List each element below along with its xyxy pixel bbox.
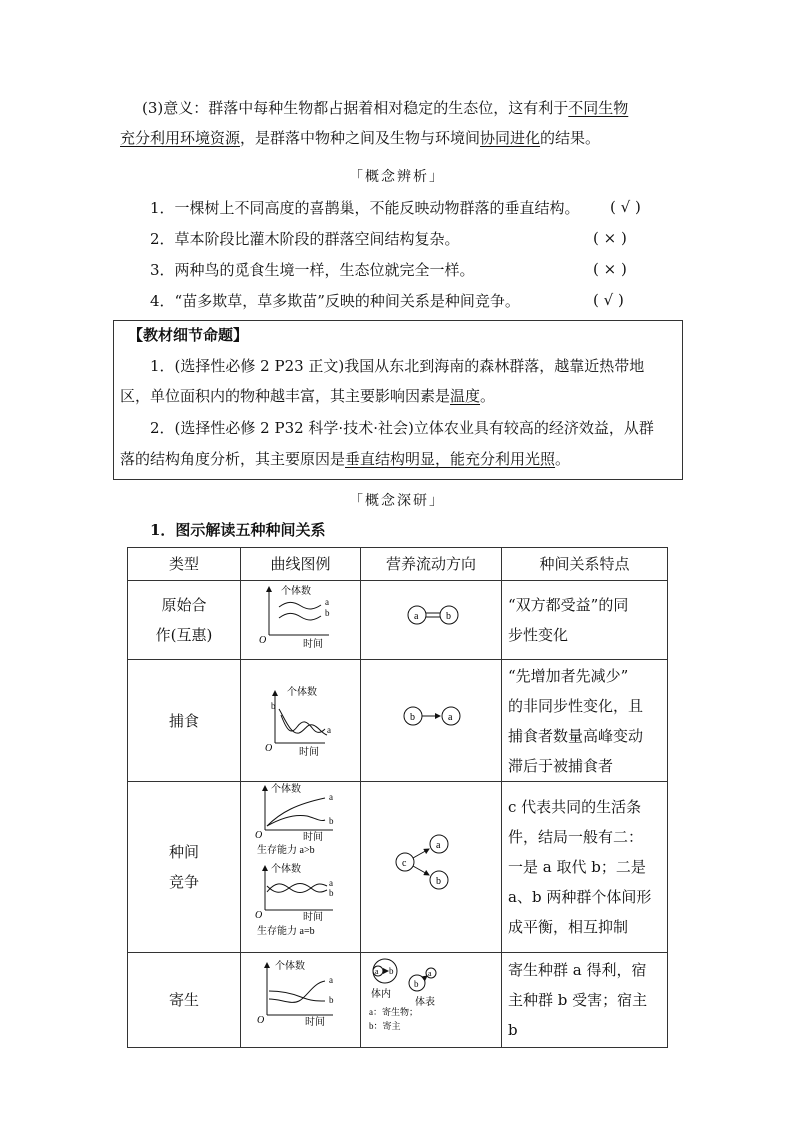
judgment-3-mark: ( × ): [593, 260, 627, 278]
header-feature: 种间关系特点: [502, 548, 668, 581]
node-a-label: a: [436, 840, 441, 851]
judgment-3: 3．两种鸟的觅食生境一样，生态位就完全一样。: [150, 261, 475, 279]
curve-cell: [241, 782, 361, 953]
origin-label: O: [257, 1015, 265, 1026]
node-b-label: b: [389, 966, 394, 976]
type-cell: 寄生: [128, 953, 241, 1048]
header-type: 类型: [128, 548, 241, 581]
box-q1-line-2: 区，单位面积内的物种越丰富，其主要影响因素是温度。: [120, 387, 496, 405]
subsection-title: 1．图示解读五种种间关系: [150, 521, 326, 539]
judgment-4: 4．“苗多欺草，草多欺苗”反映的种间关系是种间竞争。: [150, 292, 520, 310]
feature-cell: “先增加者先减少” 的非同步性变化，且 捕食者数量高峰变动 滞后于被捕食者: [502, 660, 668, 782]
curve-cell: [241, 953, 361, 1048]
predation-graph: [241, 671, 361, 761]
legend-b: b：寄主: [369, 1021, 401, 1031]
curve-a-label: a: [329, 975, 333, 985]
node-a-label: a: [414, 611, 419, 622]
judgment-4-mark: ( √ ): [593, 291, 624, 309]
curve-a-label: a: [327, 724, 331, 735]
table-row: [128, 660, 668, 782]
judgment-1-mark: ( √ ): [610, 198, 641, 216]
mutualism-flow: [361, 581, 502, 649]
predation-flow: [361, 671, 502, 761]
section-title-deep: 「概念深研」: [349, 493, 445, 509]
curve-b-label: b: [329, 888, 334, 898]
section-title-concept: 「概念辨析」: [349, 169, 445, 185]
feature-cell: 寄生种群 a 得利，宿 主种群 b 受害；宿主 b: [502, 953, 668, 1048]
surface-label: 体表: [415, 997, 435, 1008]
underline-answer: 温度: [450, 387, 481, 405]
origin-label: O: [265, 742, 273, 754]
resource-arrow: [413, 866, 429, 875]
graph-caption: 生存能力 a>b: [257, 845, 315, 856]
underline-answer: 不同生物: [568, 99, 629, 117]
feature-cell: “双方都受益”的同 步性变化: [502, 581, 668, 660]
meaning-line-1: (3)意义：群落中每种生物都占据着相对稳定的生态位，这有利于不同生物: [142, 99, 629, 117]
type-cell: 捕食: [128, 660, 241, 782]
curve-a-label: a: [325, 597, 329, 607]
node-a-label: a: [428, 969, 432, 978]
x-axis-label: 时间: [303, 832, 323, 843]
underline-answer: 充分利用环境资源: [120, 129, 241, 147]
node-b-label: b: [436, 876, 441, 887]
curve-b: [267, 815, 325, 826]
box-q2-line-2: 落的结构角度分析，其主要原因是垂直结构明显，能充分利用光照。: [120, 450, 571, 468]
type-cell: 原始合 作(互惠): [128, 581, 241, 660]
parasitism-graph: [241, 953, 361, 1037]
origin-label: O: [255, 830, 263, 841]
curve-a-label: a: [329, 792, 333, 802]
flow-cell: [361, 660, 502, 782]
table-header-row: [128, 548, 668, 581]
node-a-label: a: [448, 711, 453, 723]
box-q1-line-1: 1．(选择性必修 2 P23 正文)我国从东北到海南的森林群落，越靠近热带地: [150, 357, 645, 375]
origin-label: O: [259, 635, 267, 646]
type-cell: 种间 竞争: [128, 782, 241, 953]
y-axis-label: 个体数: [271, 864, 301, 875]
parasitism-flow: [361, 953, 502, 1037]
x-axis-label: 时间: [305, 1017, 325, 1028]
table-row: [128, 581, 668, 660]
x-axis-label: 时间: [303, 639, 323, 649]
judgment-2: 2．草本阶段比灌木阶段的群落空间结构复杂。: [150, 230, 460, 248]
judgment-2-mark: ( × ): [593, 229, 627, 247]
curve-b-label: b: [329, 995, 334, 1005]
y-axis-label: 个体数: [281, 586, 311, 597]
curve-b-label: b: [325, 608, 330, 618]
node-b-label: b: [414, 979, 419, 989]
graph-caption: 生存能力 a=b: [257, 926, 315, 937]
flow-cell: [361, 782, 502, 953]
y-axis-label: 个体数: [287, 686, 317, 698]
table-row: [128, 953, 668, 1048]
meaning-line-2: 充分利用环境资源，是群落中物种之间及生物与环境间协同进化的结果。: [120, 129, 601, 147]
competition-graphs: [241, 782, 361, 942]
table-row: [128, 782, 668, 953]
node-b-label: b: [446, 611, 451, 622]
node-a-label: a: [375, 967, 379, 976]
y-axis-label: 个体数: [275, 961, 305, 972]
curve-b-label: b: [271, 700, 276, 711]
energy-arrow: [423, 976, 427, 979]
y-axis-label: 个体数: [271, 784, 301, 795]
curve-a: [279, 602, 321, 609]
node-b-label: b: [410, 711, 415, 723]
x-axis-label: 时间: [299, 746, 319, 758]
curve-cell: [241, 660, 361, 782]
resource-arrow: [413, 849, 429, 858]
x-axis-label: 时间: [303, 912, 323, 923]
curve-b: [279, 613, 321, 620]
mutualism-graph: [241, 581, 361, 649]
competition-flow: [361, 782, 502, 942]
curve-a-label: a: [329, 878, 333, 888]
flow-cell: [361, 953, 502, 1048]
underline-answer: 协同进化: [480, 129, 541, 147]
node-c-label: c: [402, 858, 407, 869]
flow-cell: [361, 581, 502, 660]
underline-answer: 垂直结构明显，能充分利用光照: [345, 450, 556, 468]
header-curve: 曲线图例: [241, 548, 361, 581]
box-title: 【教材细节命题】: [128, 326, 249, 344]
judgment-1: 1．一棵树上不同高度的喜鹊巢，不能反映动物群落的垂直结构。: [150, 199, 580, 217]
curve-cell: [241, 581, 361, 660]
inside-label: 体内: [371, 989, 391, 1000]
header-flow: 营养流动方向: [361, 548, 502, 581]
curve-b-label: b: [329, 816, 334, 826]
legend-a: a：寄生物；: [369, 1007, 418, 1017]
box-q2-line-1: 2．(选择性必修 2 P32 科学·技术·社会)立体农业具有较高的经济效益，从群: [150, 419, 654, 437]
origin-label: O: [255, 910, 263, 921]
feature-cell: c 代表共同的生活条 件，结局一般有二： 一是 a 取代 b；二是 a、b 两种群个体间形 成平衡，相互抑制: [502, 782, 668, 953]
curve-a: [267, 884, 327, 893]
relations-table: [127, 547, 668, 1048]
